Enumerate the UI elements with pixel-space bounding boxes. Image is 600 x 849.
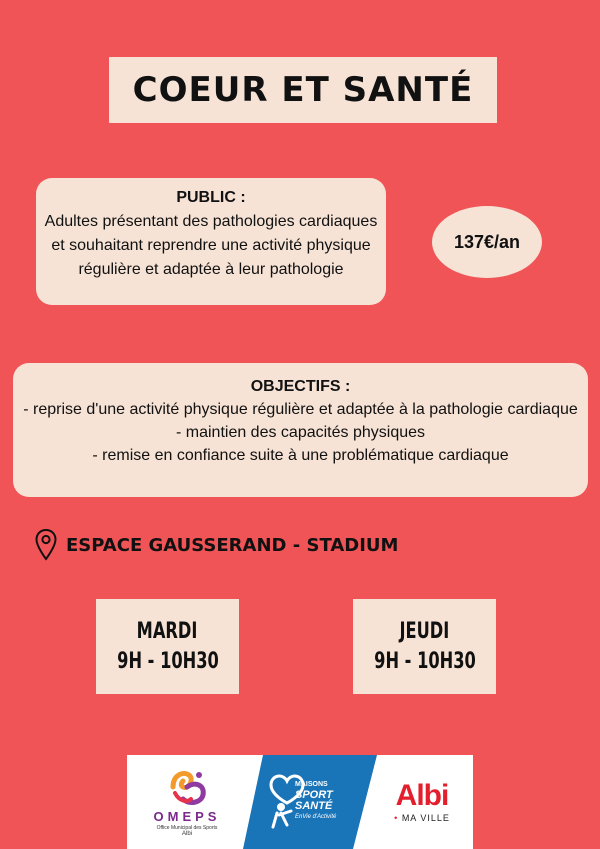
public-label: PUBLIC :: [176, 189, 246, 206]
partner-logos: [127, 755, 473, 849]
location: [34, 528, 398, 562]
omeps-city: Albi: [181, 831, 192, 837]
msa-line4: EnVie d'Activité: [295, 814, 337, 820]
objectif-item: - maintien des capacités physiques: [175, 424, 426, 441]
omeps-sub: Office Municipal des Sports: [156, 825, 218, 831]
maisons-sport-sante-logo: [243, 755, 377, 849]
msa-text: [295, 779, 336, 823]
omeps-mark-icon: [165, 767, 209, 807]
public-box: [36, 178, 386, 305]
session-jeudi: [353, 599, 496, 694]
map-pin-icon: [34, 528, 58, 562]
location-text: ESPACE GAUSSERAND - STADIUM: [66, 534, 399, 556]
session-time: 9H - 10H30: [116, 648, 219, 674]
objectif-item: - remise en confiance suite à une problématique cardiaque: [92, 447, 509, 464]
albi-logo: [371, 755, 473, 849]
session-day: JEUDI: [399, 618, 450, 644]
omeps-name: OMEPS: [153, 809, 221, 824]
objectif-item: - reprise d'une activité physique régulière et adaptée à la pathologie cardiaque: [23, 401, 578, 418]
price-badge: 137€/an: [432, 206, 542, 278]
msa-line3: SANTÉ: [295, 800, 333, 812]
objectifs-label: OBJECTIFS :: [250, 378, 351, 395]
public-text: Adultes présentant des pathologies cardiaques et souhaitant reprendre une activité physique régulière et adaptée à leur pathologie: [44, 213, 378, 278]
session-time: 9H - 10H30: [373, 648, 476, 674]
title-box: [109, 57, 497, 123]
session-mardi: [96, 599, 239, 694]
albi-word: Albi: [395, 779, 449, 812]
msa-line1: MAISONS: [295, 781, 328, 788]
session-day: MARDI: [137, 618, 198, 644]
omeps-logo: [127, 755, 247, 849]
msa-line2: SPORT: [295, 789, 333, 801]
page-title: COEUR ET SANTÉ: [132, 70, 474, 110]
objectifs-box: [13, 363, 588, 497]
albi-sub: • MA VILLE: [394, 813, 450, 823]
albi-sub-text: MA VILLE: [401, 813, 450, 823]
